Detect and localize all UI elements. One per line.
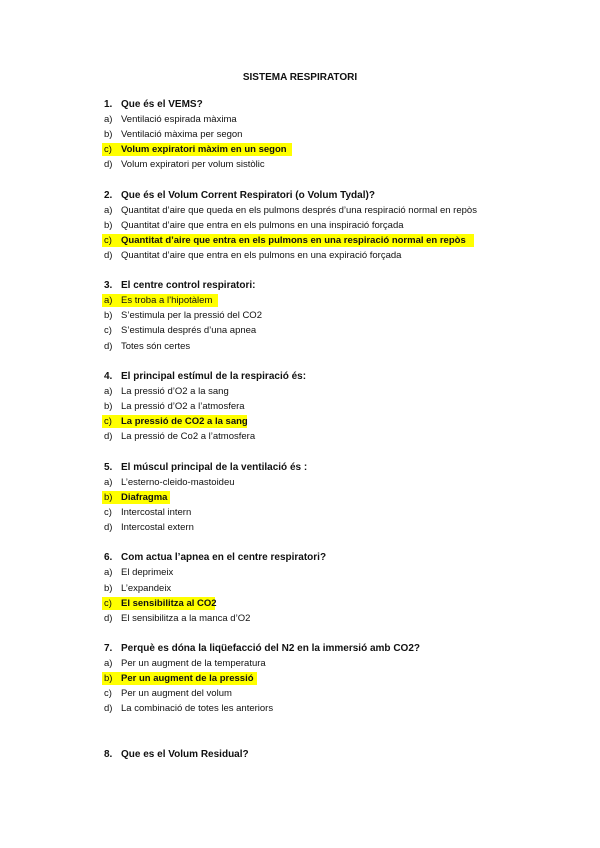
question-text: El principal estímul de la respiració és: [121, 371, 307, 382]
option-letter: c) [104, 144, 112, 155]
option-letter: a) [104, 205, 113, 216]
option-text: El sensibilitza al CO2 [121, 598, 217, 609]
option-text: Ventilació màxima per segon [121, 129, 243, 140]
option-letter: a) [104, 477, 113, 488]
question-text: El múscul principal de la ventilació és : [121, 462, 308, 473]
option-letter: d) [104, 522, 113, 533]
option-text: Quantitat d’aire que queda en els pulmons després d’una respiració normal en repòs [121, 205, 477, 216]
option-letter: d) [104, 341, 113, 352]
option-text: S’estimula per la pressió del CO2 [121, 310, 262, 321]
option-text: Quantitat d’aire que entra en els pulmons en una respiració normal en repòs [121, 235, 466, 246]
question-text: Que és el Volum Corrent Respiratori (o Volum Tydal)? [121, 190, 375, 201]
question-text: El centre control respiratori: [121, 280, 256, 291]
option-letter: b) [104, 401, 113, 412]
option-letter: c) [104, 598, 112, 609]
option-text: El deprimeix [121, 567, 174, 578]
question-text: Que és el VEMS? [121, 99, 203, 110]
question-text: Perquè es dóna la liqüefacció del N2 en la immersió amb CO2? [121, 643, 420, 654]
option-text: Per un augment de la temperatura [121, 658, 266, 669]
option-letter: c) [104, 507, 112, 518]
option-text: Intercostal intern [121, 507, 192, 518]
option-text: Per un augment de la pressió [121, 673, 254, 684]
question-text: Que es el Volum Residual? [121, 749, 249, 760]
option-letter: b) [104, 492, 113, 503]
option-letter: c) [104, 416, 112, 427]
option-text: La pressió d’O2 a l’atmosfera [121, 401, 245, 412]
question-text: Com actua l’apnea en el centre respiratori? [121, 552, 327, 563]
option-text: Per un augment del volum [121, 688, 232, 699]
option-letter: d) [104, 250, 113, 261]
option-letter: b) [104, 129, 113, 140]
option-letter: c) [104, 688, 112, 699]
option-letter: a) [104, 295, 113, 306]
page-title: SISTEMA RESPIRATORI [242, 72, 358, 83]
question-number: 7. [104, 643, 113, 654]
option-text: Quantitat d’aire que entra en els pulmons en una inspiració forçada [121, 220, 404, 231]
question-number: 2. [104, 190, 113, 201]
option-text: Volum expiratori per volum sistòlic [121, 159, 265, 170]
option-letter: a) [104, 567, 113, 578]
option-text: El sensibilitza a la manca d’O2 [121, 613, 251, 624]
option-letter: b) [104, 583, 113, 594]
option-letter: c) [104, 325, 112, 336]
option-text: Intercostal extern [121, 522, 194, 533]
option-text: S’estimula després d’una apnea [121, 325, 257, 336]
question-number: 8. [104, 749, 113, 760]
option-text: L’esterno-cleido-mastoideu [121, 477, 235, 488]
option-letter: d) [104, 159, 113, 170]
question-number: 4. [104, 371, 113, 382]
option-text: Volum expiratori màxim en un segon [121, 144, 287, 155]
option-text: Totes són certes [121, 341, 191, 352]
option-text: La pressió de Co2 a l’atmosfera [121, 431, 256, 442]
option-text: Ventilació espirada màxima [121, 114, 237, 125]
option-text: Es troba a l’hipotàlem [121, 295, 213, 306]
option-text: La pressió de CO2 a la sang [121, 416, 248, 427]
question-number: 3. [104, 280, 113, 291]
option-letter: b) [104, 310, 113, 321]
option-text: Diafragma [121, 492, 168, 503]
option-letter: b) [104, 220, 113, 231]
option-letter: a) [104, 658, 113, 669]
option-text: Quantitat d’aire que entra en els pulmons en una expiració forçada [121, 250, 402, 261]
option-letter: c) [104, 235, 112, 246]
option-letter: b) [104, 673, 113, 684]
option-text: La combinació de totes les anteriors [121, 703, 274, 714]
option-letter: d) [104, 613, 113, 624]
option-letter: a) [104, 114, 113, 125]
option-text: La pressió d’O2 a la sang [121, 386, 229, 397]
option-letter: d) [104, 703, 113, 714]
option-letter: d) [104, 431, 113, 442]
question-number: 6. [104, 552, 113, 563]
option-letter: a) [104, 386, 113, 397]
option-text: L’expandeix [121, 583, 172, 594]
question-number: 1. [104, 99, 113, 110]
question-number: 5. [104, 462, 113, 473]
